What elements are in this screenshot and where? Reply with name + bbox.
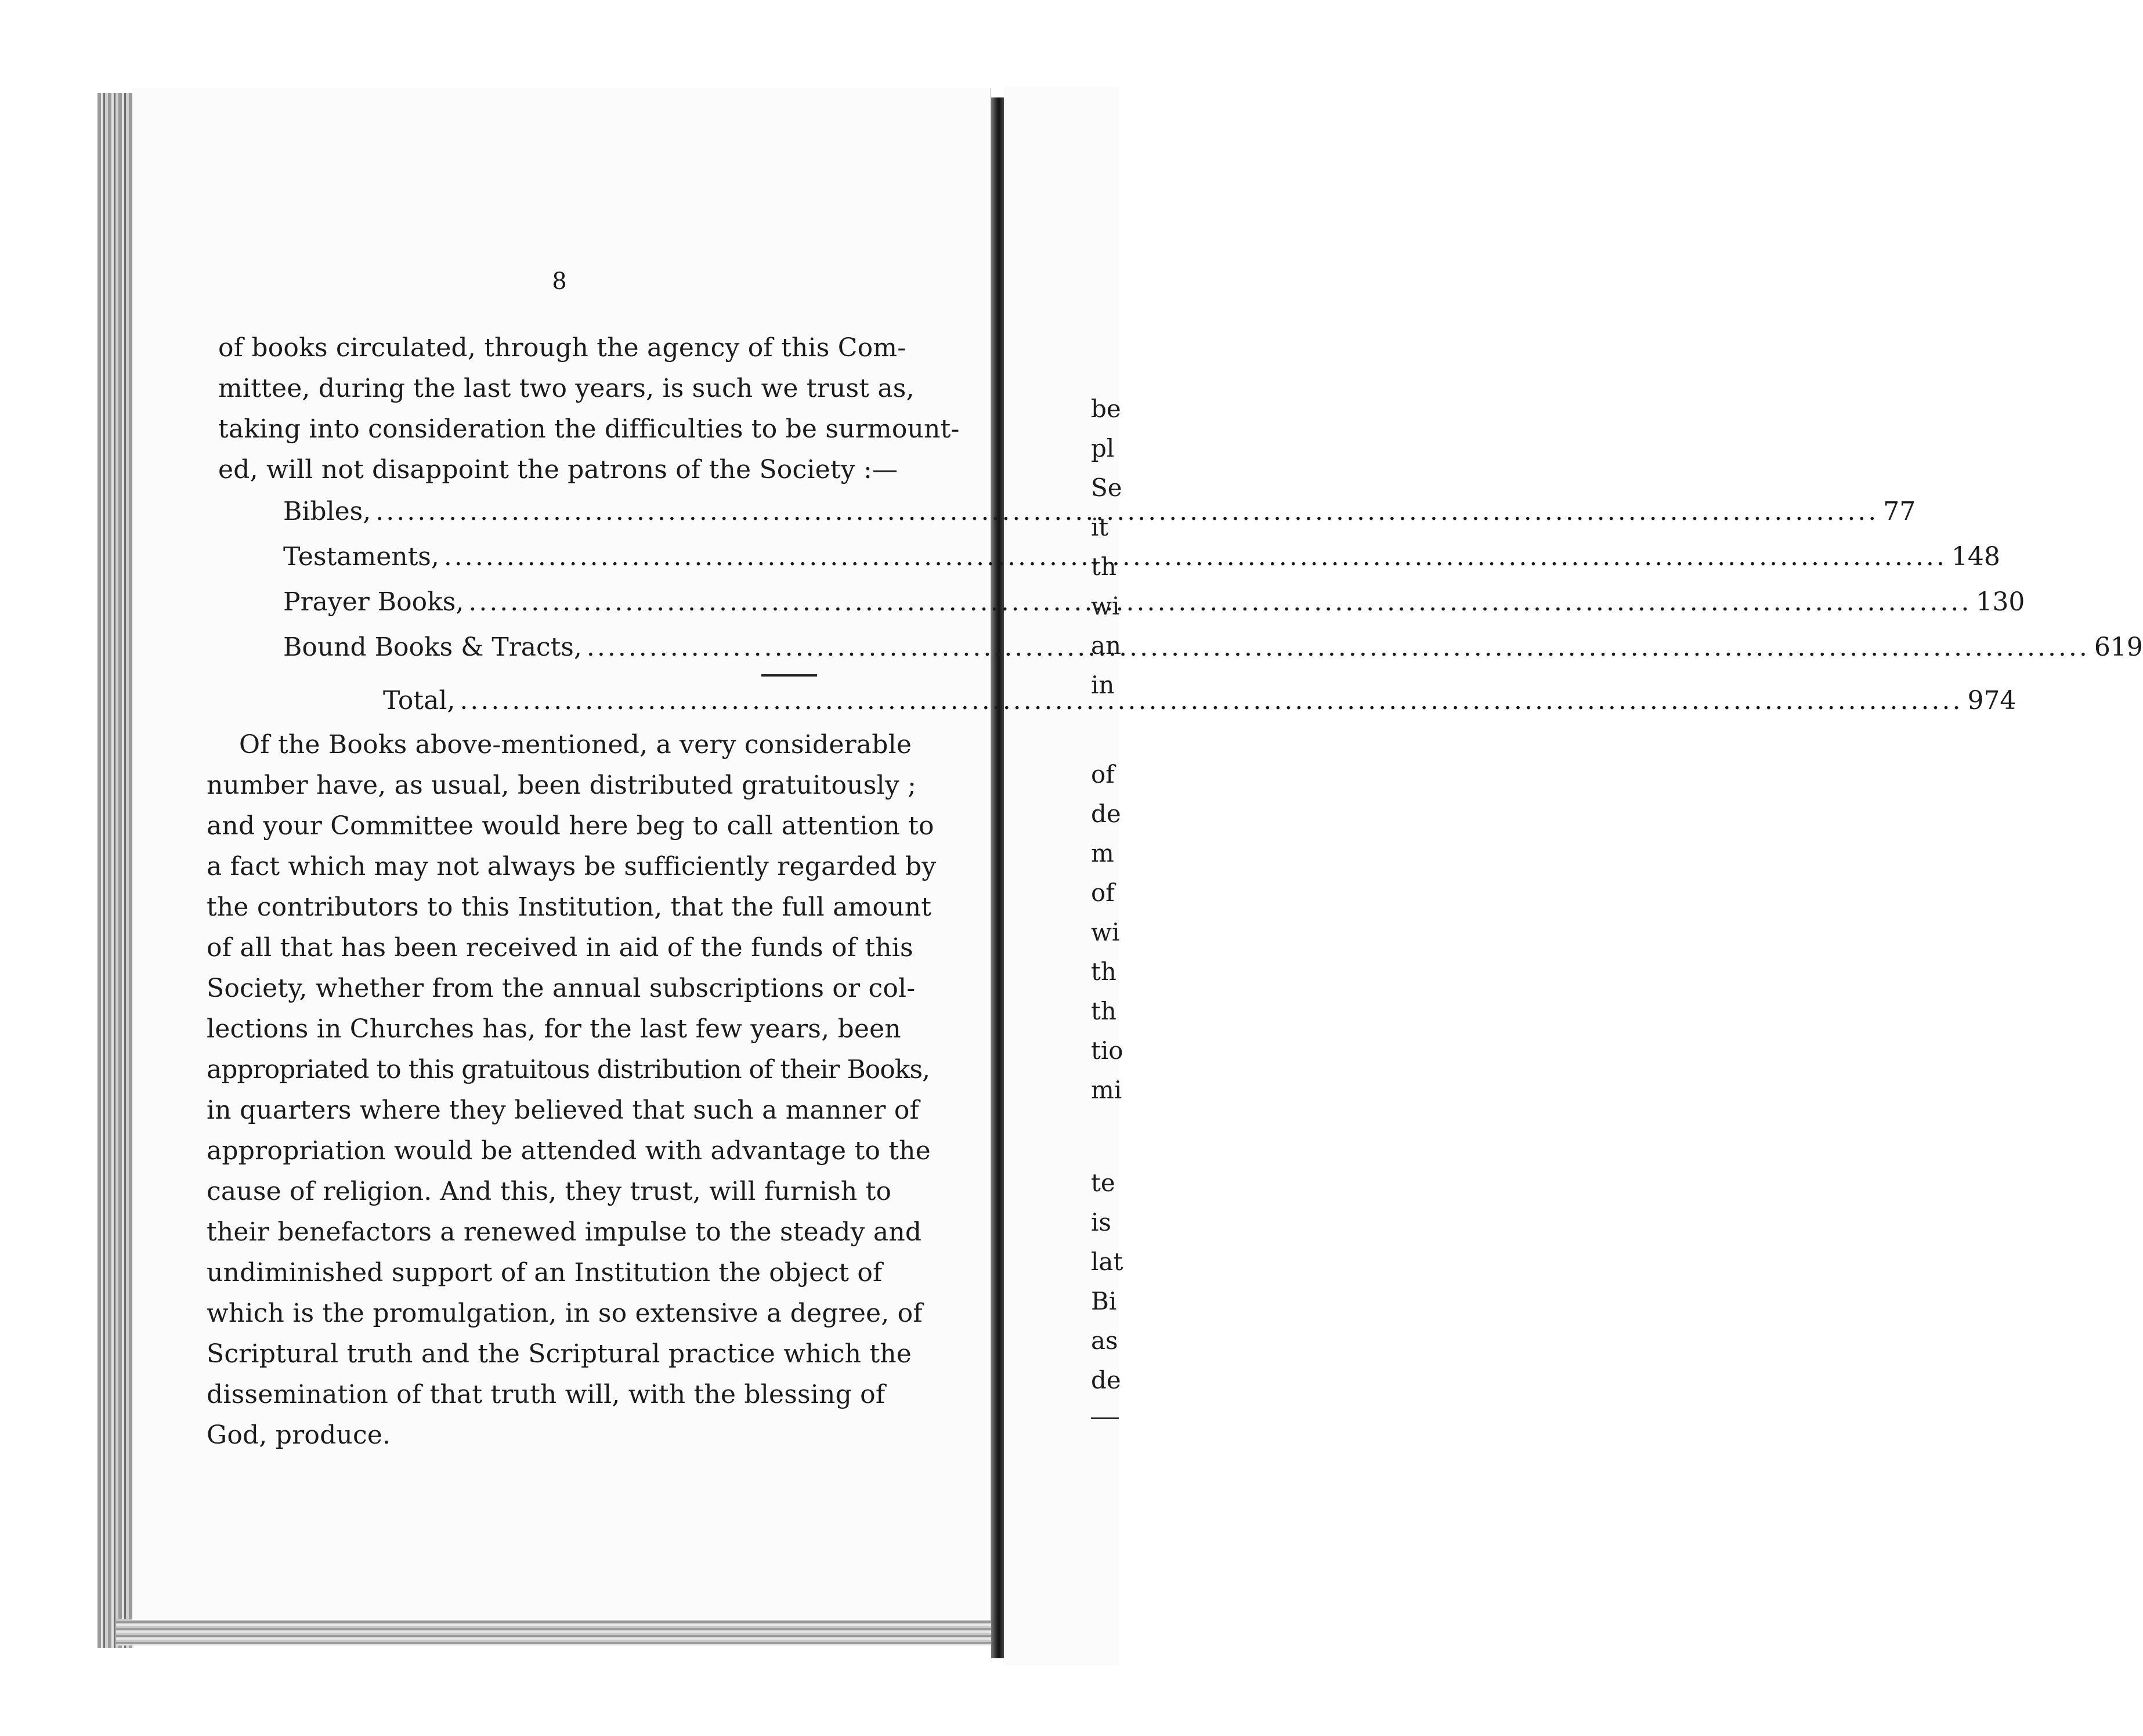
leader-dots (375, 497, 1878, 526)
right-page (1004, 87, 1122, 1665)
text-line: which is the promulgation, in so extensive a degree, of (207, 1299, 923, 1328)
text-line: in quarters where they believed that such a manner of (207, 1095, 920, 1125)
text-fragment: as (1091, 1326, 1118, 1355)
text-fragment: pl (1091, 434, 1115, 462)
text-fragment: of (1091, 878, 1115, 907)
text-fragment: wi (1091, 592, 1120, 620)
text-fragment: be (1091, 395, 1121, 423)
book-type-label: Bibles, (283, 497, 371, 526)
text-line: Of the Books above-mentioned, a very considerable (239, 730, 912, 760)
text-line: appropriation would be attended with advantage to the (207, 1136, 931, 1166)
page-number: 8 (552, 268, 567, 295)
total-label: Total, (383, 686, 456, 715)
footnote-rule (1091, 1417, 1119, 1419)
text-line: of books circulated, through the agency of this Com- (218, 333, 906, 363)
text-line: God, produce. (207, 1420, 391, 1450)
text-fragment: tio (1091, 1036, 1123, 1065)
book-count: 130 (1976, 587, 2025, 617)
text-line: undiminished support of an Institution the object of (207, 1258, 883, 1287)
text-fragment: mi (1091, 1076, 1122, 1104)
page-stack-bottom-edge (116, 1619, 998, 1645)
total-rule (761, 674, 817, 677)
text-line: their benefactors a renewed impulse to the steady and (207, 1217, 922, 1247)
text-line: of all that has been received in aid of the funds of this (207, 933, 913, 963)
text-line: lections in Churches has, for the last few years, been (207, 1014, 901, 1044)
text-fragment: lat (1091, 1247, 1123, 1276)
text-fragment: in (1091, 671, 1115, 699)
text-fragment: de (1091, 1366, 1121, 1394)
text-fragment: of (1091, 760, 1115, 789)
book-count: 77 (1883, 497, 1916, 526)
text-line: taking into consideration the difficulties to be surmount- (218, 414, 960, 444)
text-fragment: wi (1091, 918, 1120, 946)
text-fragment: m (1091, 839, 1114, 867)
text-line: a fact which may not always be sufficiently regarded by (207, 852, 937, 881)
text-fragment: th (1091, 957, 1116, 986)
text-line: the contributors to this Institution, that the full amount (207, 892, 932, 922)
leader-dots (587, 632, 2090, 662)
leader-dots (468, 587, 1971, 617)
text-line: cause of religion. And this, they trust, will furnish to (207, 1177, 892, 1206)
book-type-label: Prayer Books, (283, 587, 464, 617)
text-fragment: it (1091, 513, 1109, 541)
book-type-label: Bound Books & Tracts, (283, 632, 582, 662)
text-fragment: Bi (1091, 1287, 1117, 1315)
book-type-label: Testaments, (283, 542, 439, 572)
total-value: 974 (1967, 686, 2016, 715)
leader-dots (444, 542, 1947, 572)
leader-dots (460, 686, 1963, 715)
text-line: and your Committee would here beg to call attention to (207, 811, 934, 841)
page-stack-edge (97, 93, 133, 1648)
text-line: Society, whether from the annual subscriptions or col- (207, 974, 916, 1003)
book-count: 148 (1951, 542, 2000, 572)
text-fragment: th (1091, 997, 1116, 1025)
text-line: Scriptural truth and the Scriptural practice which the (207, 1339, 912, 1369)
book-count: 619 (2094, 632, 2143, 662)
text-fragment: th (1091, 552, 1116, 581)
text-line: ed, will not disappoint the patrons of the Society :— (218, 455, 898, 484)
text-fragment: te (1091, 1169, 1115, 1197)
text-fragment: an (1091, 631, 1122, 660)
text-line: appropriated to this gratuitous distribution of their Books, (207, 1055, 930, 1084)
text-fragment: de (1091, 800, 1121, 828)
text-fragment: is (1091, 1208, 1111, 1236)
book-gutter (991, 97, 1004, 1658)
text-fragment: Se (1091, 473, 1122, 502)
list-item (383, 686, 2016, 721)
text-line: dissemination of that truth will, with the blessing of (207, 1380, 886, 1409)
text-line: number have, as usual, been distributed gratuitously ; (207, 771, 917, 800)
text-line: mittee, during the last two years, is such we trust as, (218, 374, 915, 403)
